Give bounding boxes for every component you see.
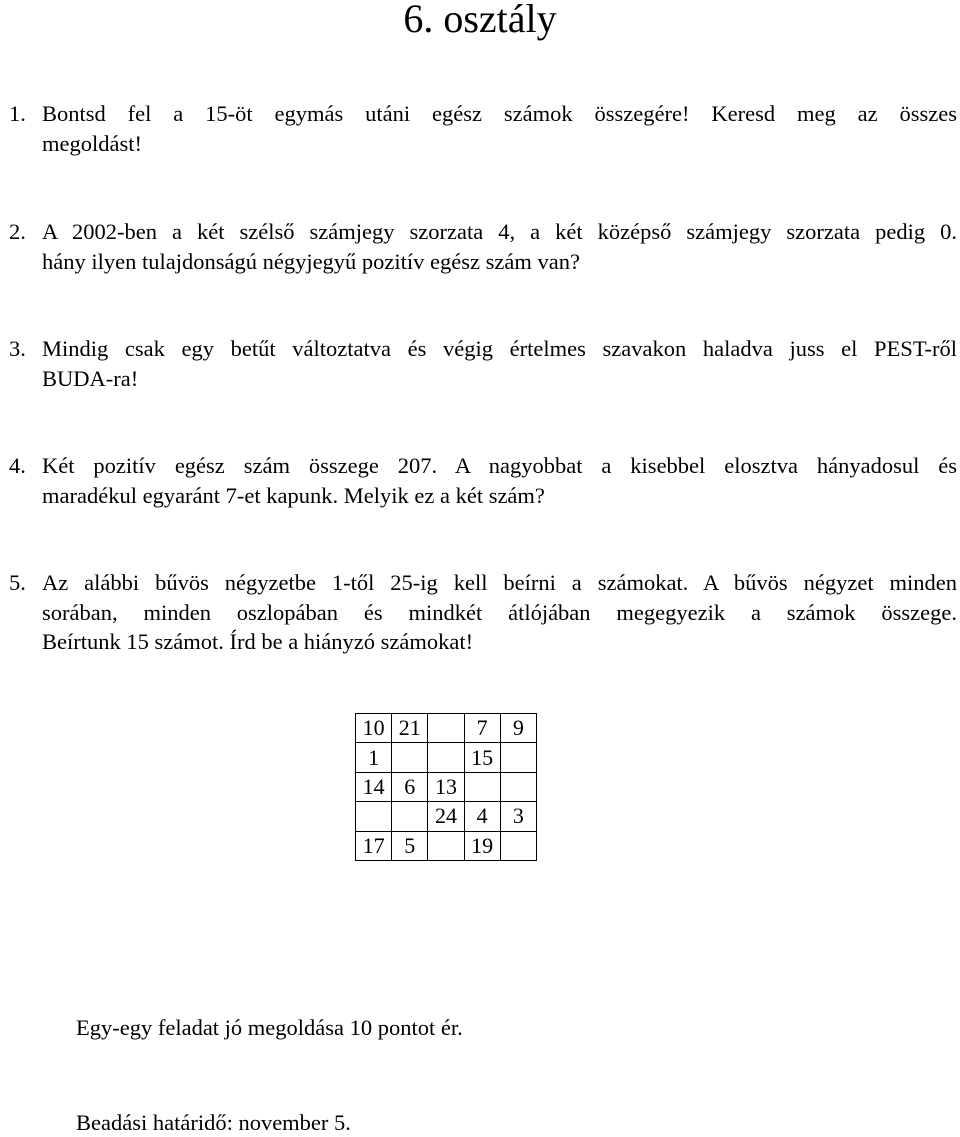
deadline-note: Beadási határidő: november 5. xyxy=(76,1110,351,1135)
magic-square-cell: 13 xyxy=(428,772,464,801)
problem-number: 4. xyxy=(9,453,26,478)
magic-square-cell: 3 xyxy=(500,802,536,831)
problem-text-line: hány ilyen tulajdonságú négyjegyű pozitív egész szám van? xyxy=(42,248,580,274)
problem-text-line: Bontsd fel a 15-öt egymás utáni egész számok összegére! Keresd meg az összes xyxy=(42,101,957,126)
magic-square-cell: 15 xyxy=(464,743,500,772)
magic-square-cell xyxy=(392,743,428,772)
magic-square-cell: 5 xyxy=(392,831,428,860)
problem-number: 1. xyxy=(9,101,26,126)
magic-square xyxy=(355,713,537,861)
problem-text-line: A 2002-ben a két szélső számjegy szorzata 4, a két középső számjegy szorzata pedig 0. xyxy=(42,219,957,244)
magic-square-cell xyxy=(500,772,536,801)
magic-square-row xyxy=(356,714,537,743)
magic-square-cell: 9 xyxy=(500,714,536,743)
problem-text-line: megoldást! xyxy=(42,130,142,156)
problem-4 xyxy=(9,451,957,510)
magic-square-row xyxy=(356,772,537,801)
magic-square-cell: 21 xyxy=(392,714,428,743)
magic-square-cell xyxy=(428,831,464,860)
magic-square-cell xyxy=(500,743,536,772)
magic-square-cell xyxy=(428,714,464,743)
problem-text-line: sorában, minden oszlopában és mindkét átlójában megegyezik a számok összege. xyxy=(42,599,957,625)
magic-square-cell: 24 xyxy=(428,802,464,831)
page-title: 6. osztály xyxy=(403,0,557,41)
magic-square-row xyxy=(356,743,537,772)
problem-text-line: Beírtunk 15 számot. Írd be a hiányzó számokat! xyxy=(42,629,474,654)
magic-square-cell: 17 xyxy=(356,831,392,860)
problem-text-line: Mindig csak egy betűt változtatva és végig értelmes szavakon haladva juss el PEST-ről xyxy=(42,336,957,361)
problem-text-line: Az alábbi bűvös négyzetbe 1-től 25-ig kell beírni a számokat. A bűvös négyzet minden xyxy=(42,570,957,595)
magic-square-cell xyxy=(464,772,500,801)
magic-square-cell: 10 xyxy=(356,714,392,743)
magic-square-cell xyxy=(500,831,536,860)
magic-square-cell: 1 xyxy=(356,743,392,772)
magic-square-row xyxy=(356,802,537,831)
magic-square-cell: 14 xyxy=(356,772,392,801)
problem-3 xyxy=(9,334,957,393)
problem-1 xyxy=(9,99,957,158)
magic-square-row xyxy=(356,831,537,860)
scoring-note: Egy-egy feladat jó megoldása 10 pontot ér. xyxy=(76,1015,463,1040)
magic-square-cell xyxy=(392,802,428,831)
problem-number: 2. xyxy=(9,219,26,244)
magic-square-cell xyxy=(356,802,392,831)
magic-square-cell: 7 xyxy=(464,714,500,743)
magic-square-cell: 4 xyxy=(464,802,500,831)
problem-number: 3. xyxy=(9,336,26,361)
problem-text-line: Két pozitív egész szám összege 207. A nagyobbat a kisebbel elosztva hányadosul és xyxy=(42,453,957,478)
problem-text-line: BUDA-ra! xyxy=(42,365,139,391)
problem-2 xyxy=(9,217,957,276)
problem-number: 5. xyxy=(9,570,26,595)
magic-square-cell: 6 xyxy=(392,772,428,801)
problem-text-line: maradékul egyaránt 7-et kapunk. Melyik ez a két szám? xyxy=(42,482,545,508)
magic-square-cell: 19 xyxy=(464,831,500,860)
problem-5 xyxy=(9,568,957,657)
magic-square-cell xyxy=(428,743,464,772)
